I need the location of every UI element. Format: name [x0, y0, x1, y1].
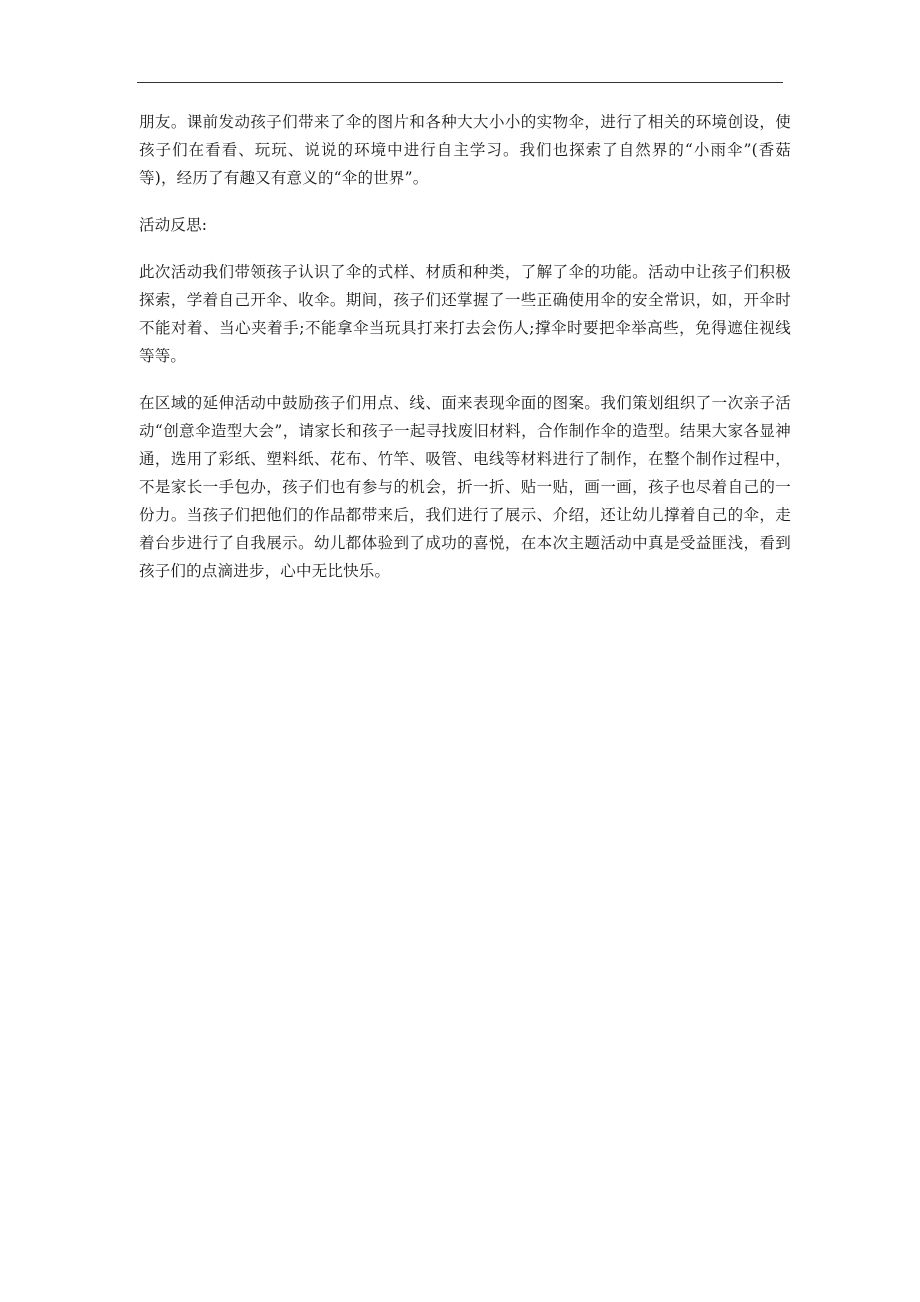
paragraph-gap — [139, 239, 791, 258]
paragraph-extension-activity: 在区域的延伸活动中鼓励孩子们用点、线、面来表现伞面的图案。我们策划组织了一次亲子活动“创意伞造型大会”，请家长和孩子一起寻找废旧材料，合作制作伞的造型。结果大家各显神通，选用了彩纸、塑料纸、花布、竹竿、吸管、电线等材料进行了制作，在整个制作过程中，不是家长一手包办，孩子们也有参与的机会，折一折、贴一贴，画一画，孩子也尽着自己的一份力。当孩子们把他们的作品都带来后，我们进行了展示、介绍，还让幼儿撑着自己的伞，走着台步进行了自我展示。幼儿都体验到了成功的喜悦，在本次主题活动中真是受益匪浅，看到孩子们的点滴进步，心中无比快乐。 — [139, 394, 791, 580]
document-body — [139, 108, 791, 585]
paragraph-reflection: 此次活动我们带领孩子认识了伞的式样、材质和种类，了解了伞的功能。活动中让孩子们积极探索，学着自己开伞、收伞。期间，孩子们还掌握了一些正确使用伞的安全常识，如，开伞时不能对着、当心夹着手;不能拿伞当玩具打来打去会伤人;撑伞时要把伞举高些，免得遮住视线等等。 — [139, 263, 791, 365]
header-rule — [137, 82, 783, 83]
paragraph-intro-continuation: 朋友。课前发动孩子们带来了伞的图片和各种大大小小的实物伞，进行了相关的环境创设，使孩子们在看看、玩玩、说说的环境中进行自主学习。我们也探索了自然界的“小雨伞”(香菇等)，经历了有趣又有意义的“伞的世界”。 — [139, 113, 791, 187]
section-heading-reflection: 活动反思: — [139, 216, 208, 234]
paragraph-gap — [139, 192, 791, 211]
paragraph-gap — [139, 370, 791, 389]
